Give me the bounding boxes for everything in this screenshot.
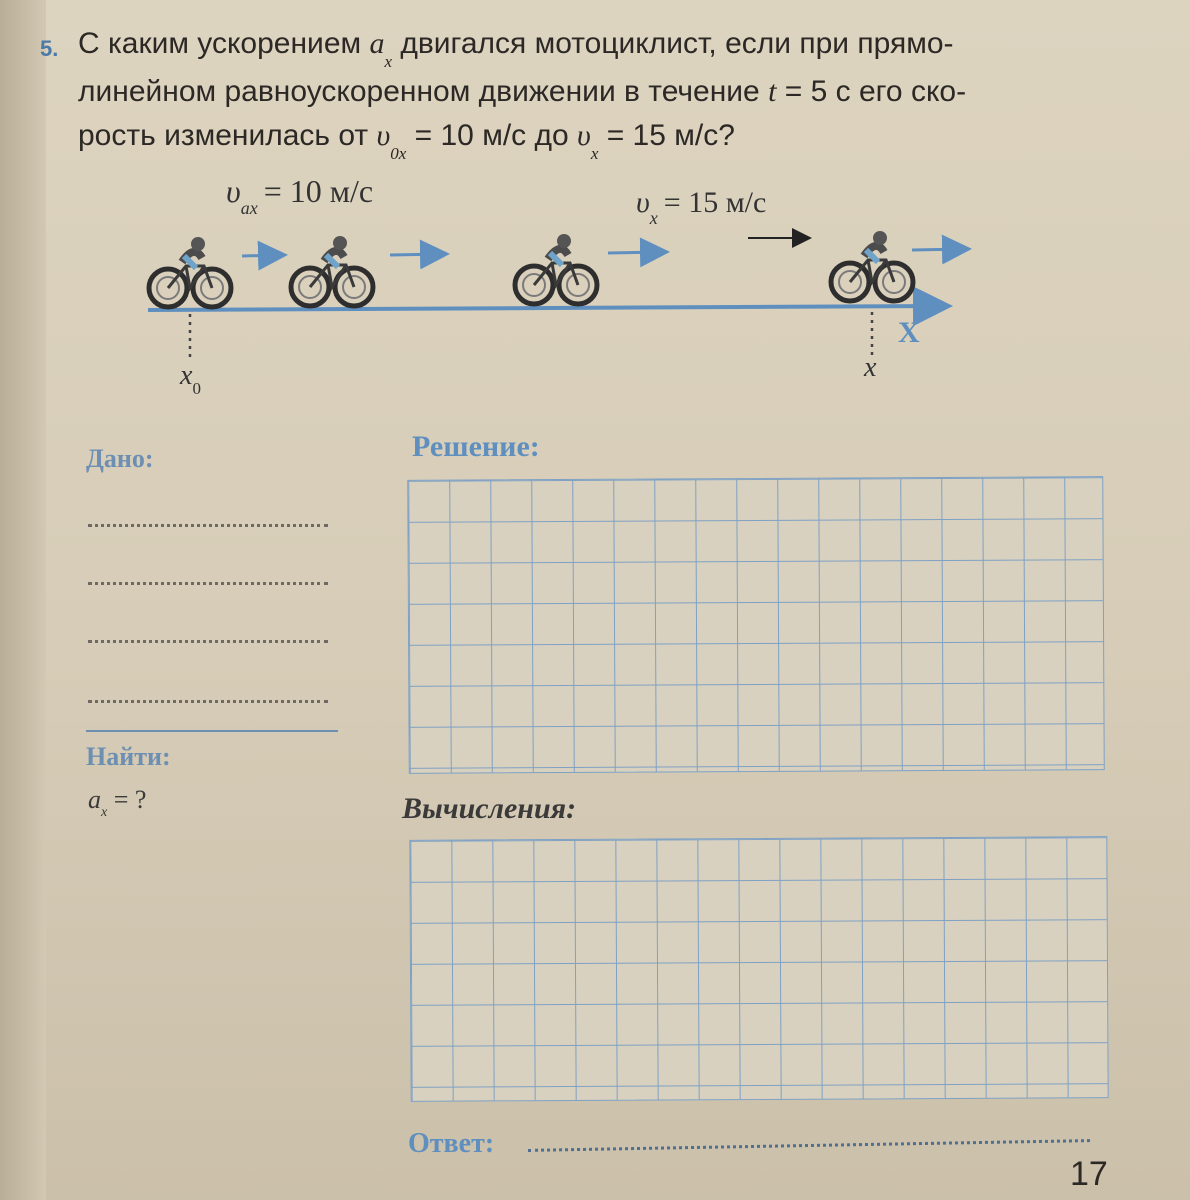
problem-line-1: С каким ускорением $a_x$ двигался мотоциклист, если при прямо- [78, 27, 954, 71]
answer-heading: Ответ: [408, 1128, 495, 1159]
velocity-arrow-4 [912, 249, 966, 250]
motion-diagram [0, 0, 1190, 420]
time-var: t [768, 75, 777, 108]
page-number: 17 [1070, 1155, 1108, 1193]
find-heading: Найти: [86, 742, 171, 771]
cyclist-2-icon [291, 236, 373, 306]
velocity-arrow-2 [390, 254, 444, 255]
x-axis-line [148, 306, 945, 310]
answer-line[interactable] [528, 1139, 1090, 1152]
given-line-4[interactable] [88, 700, 328, 703]
solution-grid[interactable] [407, 476, 1105, 774]
cyclist-4-icon [831, 231, 913, 301]
given-heading: Дано: [86, 444, 154, 473]
velocity-arrow-3 [608, 252, 664, 253]
solution-heading: Решение: [412, 430, 540, 463]
x0-label: $x_0$ [180, 360, 201, 398]
vx-label: $\upsilon_x = 15$ м/с [636, 186, 767, 228]
axis-label: X [898, 316, 920, 349]
calculations-grid[interactable] [409, 836, 1108, 1102]
cyclist-3-icon [515, 234, 597, 304]
acceleration-var: a [369, 27, 385, 60]
problem-number: 5. [40, 36, 59, 61]
cyclist-1-icon [149, 237, 231, 307]
given-separator [86, 730, 338, 732]
x-label: x [864, 352, 877, 383]
given-line-1[interactable] [88, 524, 328, 527]
calculations-heading: Вычисления: [402, 792, 577, 825]
problem-line-3: рость изменилась от $\upsilon_{0x} = 10$ м/с до $\upsilon_x = 15$ м/с? [78, 119, 735, 163]
find-value: $a_x$ = ? [88, 785, 147, 820]
given-line-2[interactable] [88, 582, 328, 585]
problem-line-2: линейном равноускоренном движении в течение t = 5 с его ско- [78, 75, 967, 108]
velocity-arrow-1 [242, 255, 282, 256]
v0-label: $\upsilon_{ax} = 10$ м/с [226, 173, 374, 218]
given-line-3[interactable] [88, 640, 328, 643]
